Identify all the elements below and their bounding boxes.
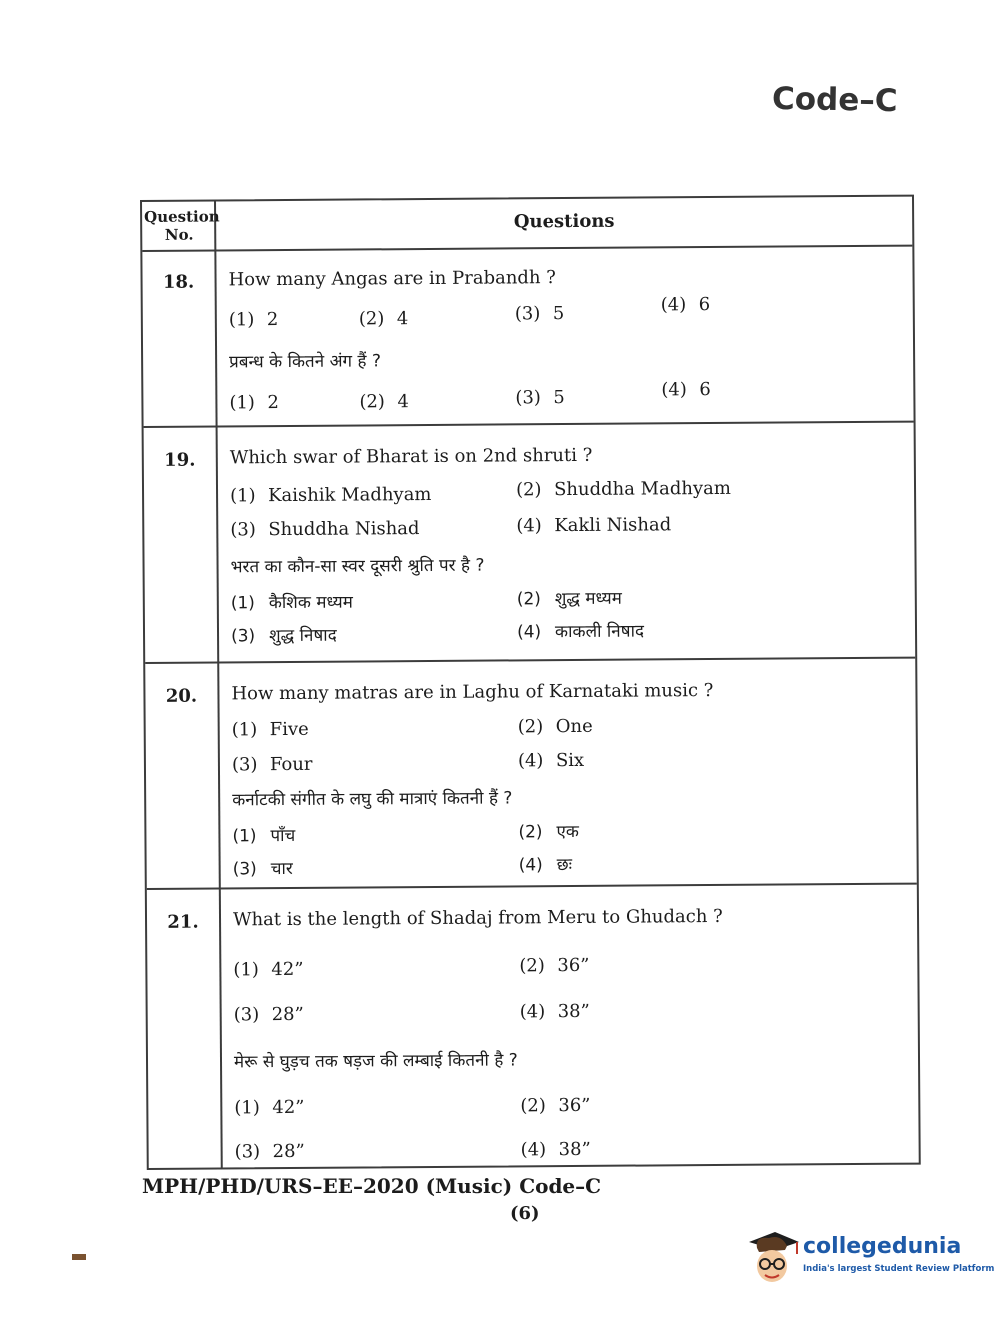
option-3-en: (3) 28” xyxy=(233,1003,304,1026)
page-number: (6) xyxy=(510,1203,540,1224)
question-number: 21. xyxy=(167,911,199,933)
brand-tagline: India's largest Student Review Platform xyxy=(803,1264,995,1274)
option-3-en: (3) 5 xyxy=(514,303,565,325)
brand-name: collegedunia xyxy=(803,1234,962,1259)
option-2-en: (2) One xyxy=(517,715,593,738)
question-text-hi: भरत का कौन-सा स्वर दूसरी श्रुति पर है ? xyxy=(230,555,485,578)
option-4-en: (4) Six xyxy=(517,749,585,772)
option-3-hi: (3) 5 xyxy=(515,387,565,409)
option-2-hi: (2) एक xyxy=(518,821,579,843)
question-number: 20. xyxy=(165,685,198,707)
question-text-hi: कर्नाटकी संगीत के लघु की मात्राएं कितनी हैं ? xyxy=(232,788,513,811)
mascot-icon xyxy=(745,1228,801,1286)
question-text-en: Which swar of Bharat is on 2nd shruti ? xyxy=(229,444,593,469)
question-text-hi: प्रबन्ध के कितने अंग हैं ? xyxy=(229,351,382,373)
option-4-hi: (4) 38” xyxy=(520,1138,591,1161)
option-3-en: (3) Shuddha Nishad xyxy=(230,518,420,541)
header-questions: Questions xyxy=(513,210,615,233)
option-1-en: (1) Five xyxy=(231,718,309,741)
paper-footer: MPH/PHD/URS–EE–2020 (Music) Code–C xyxy=(142,1174,602,1198)
option-3-hi: (3) 28” xyxy=(234,1140,305,1163)
paper-code-header: Code–C xyxy=(772,80,899,120)
question-row xyxy=(145,657,917,890)
option-1-en: (1) 2 xyxy=(228,309,279,331)
question-number: 19. xyxy=(164,449,196,471)
option-1-en: (1) 42” xyxy=(233,958,304,981)
question-row xyxy=(144,421,916,664)
question-text-hi: मेरू से घुड़च तक षड़ज की लम्बाई कितनी है ? xyxy=(233,1050,518,1073)
question-text-en: How many Angas are in Prabandh ? xyxy=(228,267,556,291)
option-1-hi: (1) 42” xyxy=(234,1096,305,1119)
question-number: 18. xyxy=(162,271,195,293)
option-3-hi: (3) चार xyxy=(232,858,293,880)
option-1-hi: (1) पाँच xyxy=(232,825,296,847)
option-2-hi: (2) 36” xyxy=(520,1094,591,1117)
option-4-en: (4) 38” xyxy=(519,1000,590,1023)
option-4-hi: (4) छः xyxy=(518,855,573,876)
table-header xyxy=(142,197,912,252)
option-4-hi: (4) काकली निषाद xyxy=(516,621,645,643)
option-4-en: (4) 6 xyxy=(660,294,711,316)
option-1-hi: (1) 2 xyxy=(229,392,279,414)
header-question-no: Question No. xyxy=(144,207,220,244)
question-text-en: What is the length of Shadaj from Meru to Ghudach ? xyxy=(232,905,723,931)
option-2-hi: (2) शुद्ध मध्यम xyxy=(516,588,623,610)
question-table xyxy=(140,195,921,1170)
option-3-hi: (3) शुद्ध निषाद xyxy=(230,625,337,647)
option-2-en: (2) 36” xyxy=(519,954,590,977)
option-1-en: (1) Kaishik Madhyam xyxy=(229,483,432,507)
option-2-hi: (2) 4 xyxy=(359,391,409,413)
scan-mark xyxy=(72,1254,86,1260)
option-3-en: (3) Four xyxy=(231,753,313,776)
collegedunia-watermark xyxy=(745,1228,995,1288)
question-row xyxy=(147,883,919,1170)
option-1-hi: (1) कैशिक मध्यम xyxy=(230,592,353,614)
question-text-en: How many matras are in Laghu of Karnataki music ? xyxy=(231,680,714,705)
option-4-en: (4) Kakli Nishad xyxy=(516,514,672,537)
question-row xyxy=(142,245,913,426)
option-4-hi: (4) 6 xyxy=(661,379,711,401)
option-2-en: (2) Shuddha Madhyam xyxy=(515,477,731,501)
option-2-en: (2) 4 xyxy=(358,308,409,330)
